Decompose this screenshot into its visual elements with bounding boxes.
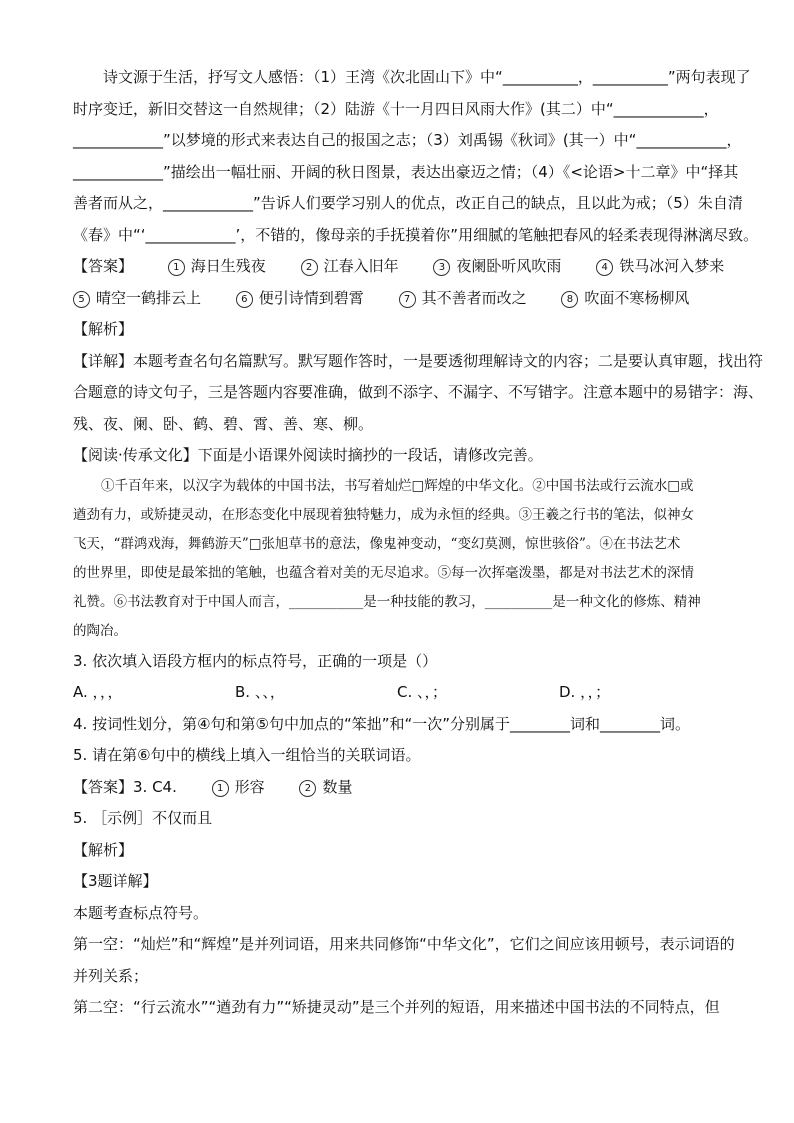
option-b: B. 、、，: [235, 683, 285, 701]
passage-line: 的陶冶。: [73, 622, 127, 639]
detail-line: 【详解】本题考查名句名篇默写。默写题作答时，一是要透彻理解诗文的内容；二是要认真审题，找出符: [73, 351, 764, 370]
tail-line: 本题考查标点符号。: [73, 903, 209, 922]
question-line: ____________”描绘出一幅壮丽、开阔的秋日图景，表达出豪迈之情；（4）《<论语>十二章》中“择其: [73, 162, 739, 181]
tail-line: 并列关系；: [73, 966, 149, 985]
circled-number: 8: [561, 291, 578, 308]
analysis-label: 【解析】: [73, 320, 134, 338]
detail-line: 残、夜、阑、卧、鹤、碧、霄、善、寒、柳。: [73, 414, 374, 433]
reading-intro: 【阅读·传承文化】下面是小语课外阅读时摘抄的一段话，请修改完善。: [73, 446, 543, 464]
answer-text: 铁马冰河入梦来: [619, 257, 725, 275]
answer-row-2: [73, 283, 723, 315]
circled-number: 1: [168, 259, 185, 276]
question-line: 时序变迁，新旧交替这一自然规律；（2）陆游《十一月四日风雨大作》(其二）中“____________，: [73, 99, 719, 118]
passage-line: 飞天，“群鸿戏海，舞鹤游天”□张旭草书的意法，像鬼神变动，“变幻莫测，惊世骇俗”。④在书法艺术: [73, 535, 681, 552]
answer-item: [433, 251, 561, 283]
answer-text: 形容: [234, 777, 265, 796]
answer-label: 【答案】: [73, 257, 134, 275]
answer-item: [399, 283, 527, 315]
answer-text: 夜阑卧听风吹雨: [456, 257, 562, 275]
circled-number: 7: [399, 291, 416, 308]
question-line: 诗文源于生活，抒写文人感悟：（1）王湾《次北固山下》中“__________，__________”两句表现了: [103, 68, 751, 86]
answer-row-1: [73, 251, 723, 283]
answer-item: [596, 251, 724, 283]
answer-item: [168, 251, 266, 283]
question-4: 4. 按词性划分，第④句和第⑤句中加点的“笨拙”和“一次”分别属于________词和________词。: [73, 714, 691, 733]
answer-text: 海日生残夜: [190, 257, 266, 275]
answer-label: 【答案】3. C4.: [73, 777, 177, 796]
answer-item: [301, 251, 399, 283]
passage-line: 的世界里，即使是最笨拙的笔触，也蕴含着对美的无尽追求。⑤每一次挥毫泼墨，都是对书法艺术的深情: [73, 564, 694, 581]
answer-item: [73, 283, 201, 315]
detail-line: 合题意的诗文句子，三是答题内容要准确，做到不添字、不漏字、不写错字。注意本题中的易错字：海、: [73, 383, 764, 401]
tail-line: 第一空：“灿烂”和“辉煌”是并列词语，用来共同修饰“中华文化”，它们之间应该用顿号，表示词语的: [73, 935, 735, 953]
analysis-label: 【解析】: [73, 840, 134, 859]
circled-number: 3: [433, 259, 450, 276]
answer-item: [212, 772, 265, 804]
reading-passage: [73, 472, 723, 646]
question-line: 善者而从之，____________”告诉人们要学习别人的优点，改正自己的缺点，且以此为戒；（5）朱自清: [73, 194, 743, 212]
option-c: C. 、，；: [397, 683, 448, 701]
question-line: 《春》中“‘____________’，不错的，像母亲的手抚摸着你”用细腻的笔触把春风的轻柔表现得淋漓尽致。: [73, 225, 759, 244]
passage-line: 遒劲有力，或矫捷灵动，在形态变化中展现着独特魅力，成为永恒的经典。③王羲之行书的笔法，似神女: [73, 506, 694, 523]
circled-number: 2: [301, 259, 318, 276]
circled-number: 2: [299, 780, 316, 797]
answer-text: 吹面不寒杨柳风: [584, 288, 690, 307]
answer-text: 江春入旧年: [323, 257, 399, 275]
passage-line: 礼赞。⑥书法教育对于中国人而言，___________是一种技能的教习，__________是一种文化的修炼、精神: [73, 593, 701, 610]
answer-text: 其不善者而改之: [421, 288, 527, 307]
question-5: 5. 请在第⑥句中的横线上填入一组恰当的关联词语。: [73, 746, 421, 764]
document-page: [73, 62, 764, 1024]
circled-number: 6: [236, 291, 253, 308]
circled-number: 4: [596, 259, 613, 276]
answer-item: [561, 283, 689, 315]
q3-detail-label: 【3题详解】: [73, 872, 158, 890]
answer-text: 便引诗情到碧霄: [258, 288, 364, 307]
passage-line: ①千百年来，以汉字为载体的中国书法，书写着灿烂□辉煌的中华文化。②中国书法或行云流水□或: [101, 477, 694, 494]
circled-number: 1: [212, 780, 229, 797]
circled-number: 5: [73, 291, 90, 308]
answer-5: 5. ［示例］不仅而且: [73, 809, 213, 827]
option-a: A. ，，，: [73, 683, 123, 701]
answer-text: 晴空一鹤排云上: [96, 288, 202, 307]
question-line: ____________”以梦境的形式来表达自己的报国之志；（3）刘禹锡《秋词》(其一）中“____________，: [73, 131, 742, 149]
poetry-question: [73, 62, 759, 251]
answer-item: [236, 283, 364, 315]
option-d: D. ，，；: [559, 683, 611, 701]
tail-line: 第二空：“行云流水”“遒劲有力”“矫捷灵动”是三个并列的短语，用来描述中国书法的不同特点，但: [73, 998, 720, 1016]
answer-item: [299, 772, 352, 804]
answer-row-3: [73, 772, 723, 804]
question-3-options: [73, 677, 723, 709]
question-3: 3. 依次填入语段方框内的标点符号，正确的一项是（）: [73, 651, 438, 670]
answer-text: 数量: [322, 777, 353, 796]
